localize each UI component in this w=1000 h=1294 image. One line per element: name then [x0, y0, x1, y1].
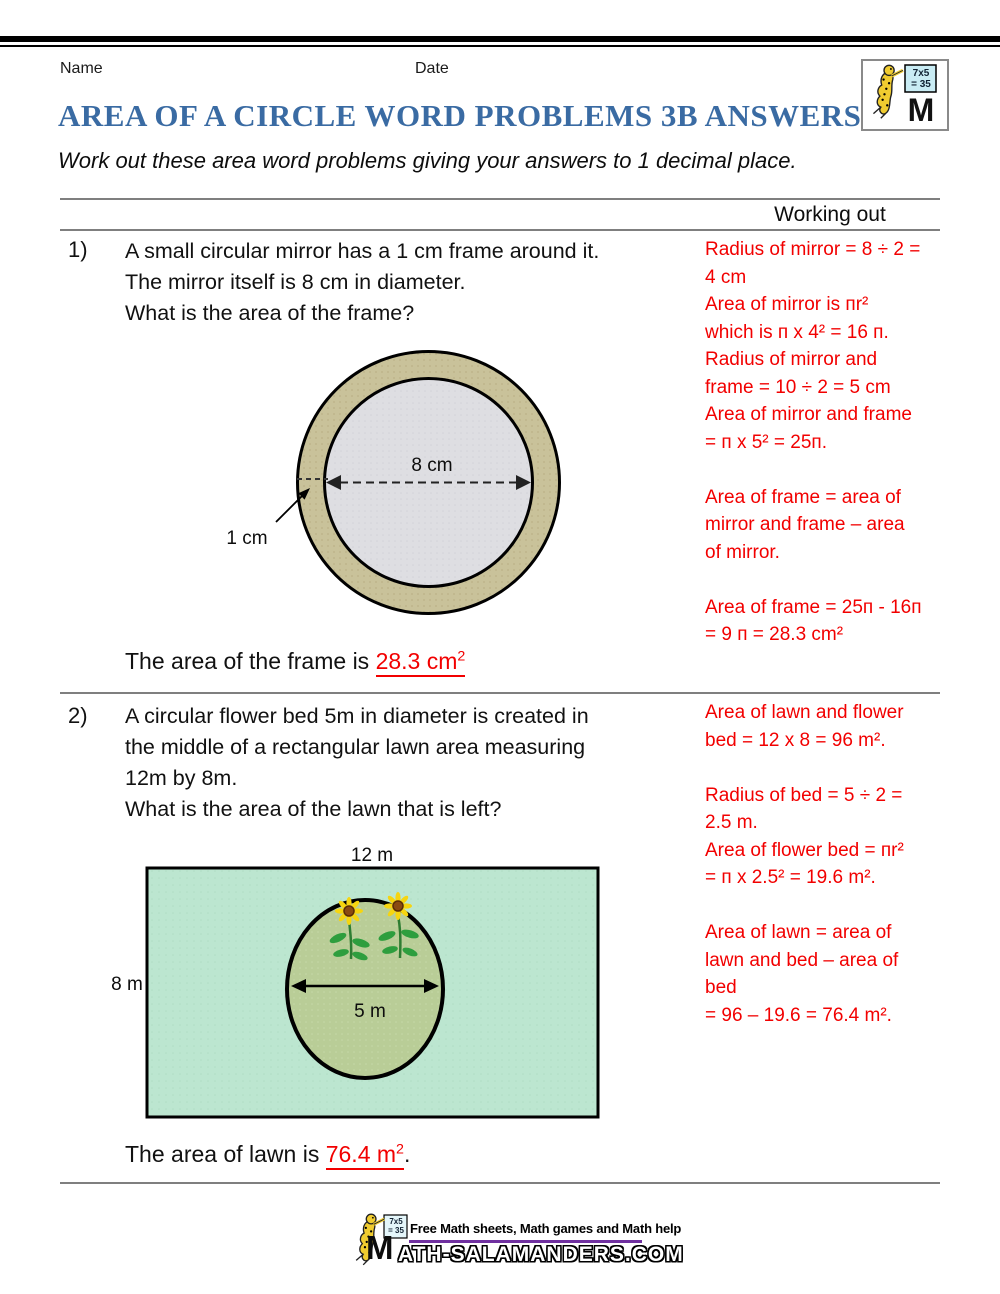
problem-1-number: 1) [68, 237, 88, 262]
footer-board-line2: = 35 [388, 1226, 404, 1235]
problem-1-line: A small circular mirror has a 1 cm frame around it. [125, 239, 600, 263]
answer-prefix: The area of lawn is [125, 1141, 326, 1167]
working-line: of mirror. [705, 541, 780, 563]
problem-1-question [125, 236, 599, 329]
logo-board-line2: = 35 [911, 79, 931, 90]
working-line: Area of mirror is пr² [705, 294, 869, 315]
top-border-thin [0, 45, 1000, 47]
date-label: Date [415, 60, 449, 77]
working-line: 4 cm [705, 266, 747, 288]
working-line: Area of lawn and flower [705, 702, 904, 723]
answer-suffix: . [403, 1141, 411, 1167]
footer-wordmark-m: M [366, 1229, 394, 1266]
working-out-header: Working out [774, 203, 886, 226]
problem-1-line: The mirror itself is 8 cm in diameter. [125, 270, 466, 294]
working-line: Area of frame = area of [705, 486, 901, 508]
working-line [705, 456, 950, 484]
working-line: Radius of mirror and [705, 349, 878, 370]
diameter-label: 8 cm [411, 455, 453, 476]
rule-above-footer [60, 1182, 940, 1184]
working-line: = 96 – 19.6 = 76.4 m². [705, 1004, 892, 1026]
working-line: lawn and bed – area of [705, 949, 899, 971]
logo-m-letter: M [907, 92, 935, 125]
working-line: mirror and frame – area [705, 514, 905, 535]
answer-value: 28.3 $cm^2$ [376, 648, 466, 677]
top-border-thick [0, 36, 1000, 42]
footer-board-line1: 7x5 [389, 1217, 403, 1226]
footer-tagline: Free Math sheets, Math games and Math help [410, 1221, 682, 1236]
working-line [705, 754, 950, 782]
problem-2-line: 12m by 8m. [125, 766, 238, 790]
problem-2-line: A circular flower bed 5m in diameter is created in [125, 704, 589, 728]
problem-2-question [125, 701, 589, 825]
working-line: = п x 2.5² = 19.6 m². [705, 867, 876, 888]
working-line: = п x 5² = 25п. [705, 431, 827, 453]
bed-diameter-label: 5 m [354, 1001, 386, 1022]
page-subtitle: Work out these area word problems giving your answers to 1 decimal place. [58, 148, 797, 173]
flower-bed-circle [287, 900, 443, 1078]
working-line: Area of lawn = area of [705, 922, 892, 943]
problem-2-line: What is the area of the lawn that is left? [125, 797, 502, 821]
mirror-frame-diagram [200, 340, 620, 630]
working-line: Area of mirror and frame [705, 404, 912, 425]
problem-2-number: 2) [68, 703, 88, 728]
footer-wordmark: ATH-SALAMANDERS.COM [398, 1243, 684, 1266]
working-line: Area of frame = 25п - 16п [705, 596, 922, 618]
working-line: bed [705, 977, 737, 998]
logo-board-line1: 7x5 [912, 68, 930, 79]
problem-2-line: the middle of a rectangular lawn area measuring [125, 735, 586, 759]
working-line: Radius of bed = 5 ÷ 2 = [705, 784, 903, 806]
problem-2-working-out [705, 699, 950, 1029]
lawn-width-label: 12 m [350, 845, 394, 866]
working-line: Area of flower bed = пr² [705, 839, 904, 861]
problem-1-line: What is the area of the frame? [125, 301, 415, 325]
working-line [705, 566, 950, 594]
working-line [705, 892, 950, 920]
working-line: = 9 п = 28.3 cm² [705, 624, 844, 645]
working-line: bed = 12 x 8 = 96 m². [705, 729, 886, 751]
math-salamanders-logo [861, 59, 949, 131]
page-title: AREA OF A CIRCLE WORD PROBLEMS 3B ANSWERS [58, 98, 862, 133]
rule-under-working-header [60, 229, 940, 231]
lawn-flowerbed-diagram [100, 840, 660, 1130]
working-line: 2.5 m. [705, 812, 758, 833]
rule-under-subtitle [60, 198, 940, 200]
problem-1-working-out [705, 236, 950, 649]
lawn-height-label: 8 m [111, 974, 143, 995]
problem-2-answer [125, 1141, 410, 1168]
rule-between-problems [60, 692, 940, 694]
working-line: frame = 10 ÷ 2 = 5 cm [705, 376, 891, 398]
working-line: Radius of mirror = 8 ÷ 2 = [705, 239, 921, 260]
problem-1-answer [125, 648, 465, 675]
frame-label: 1 cm [226, 528, 268, 549]
working-line: which is п x 4² = 16 п. [705, 321, 889, 343]
answer-prefix: The area of the frame is [125, 648, 376, 674]
salamander-logo-icon [863, 61, 943, 125]
name-label: Name [60, 60, 103, 77]
answer-value: 76.4 $m^2$ [326, 1141, 404, 1170]
